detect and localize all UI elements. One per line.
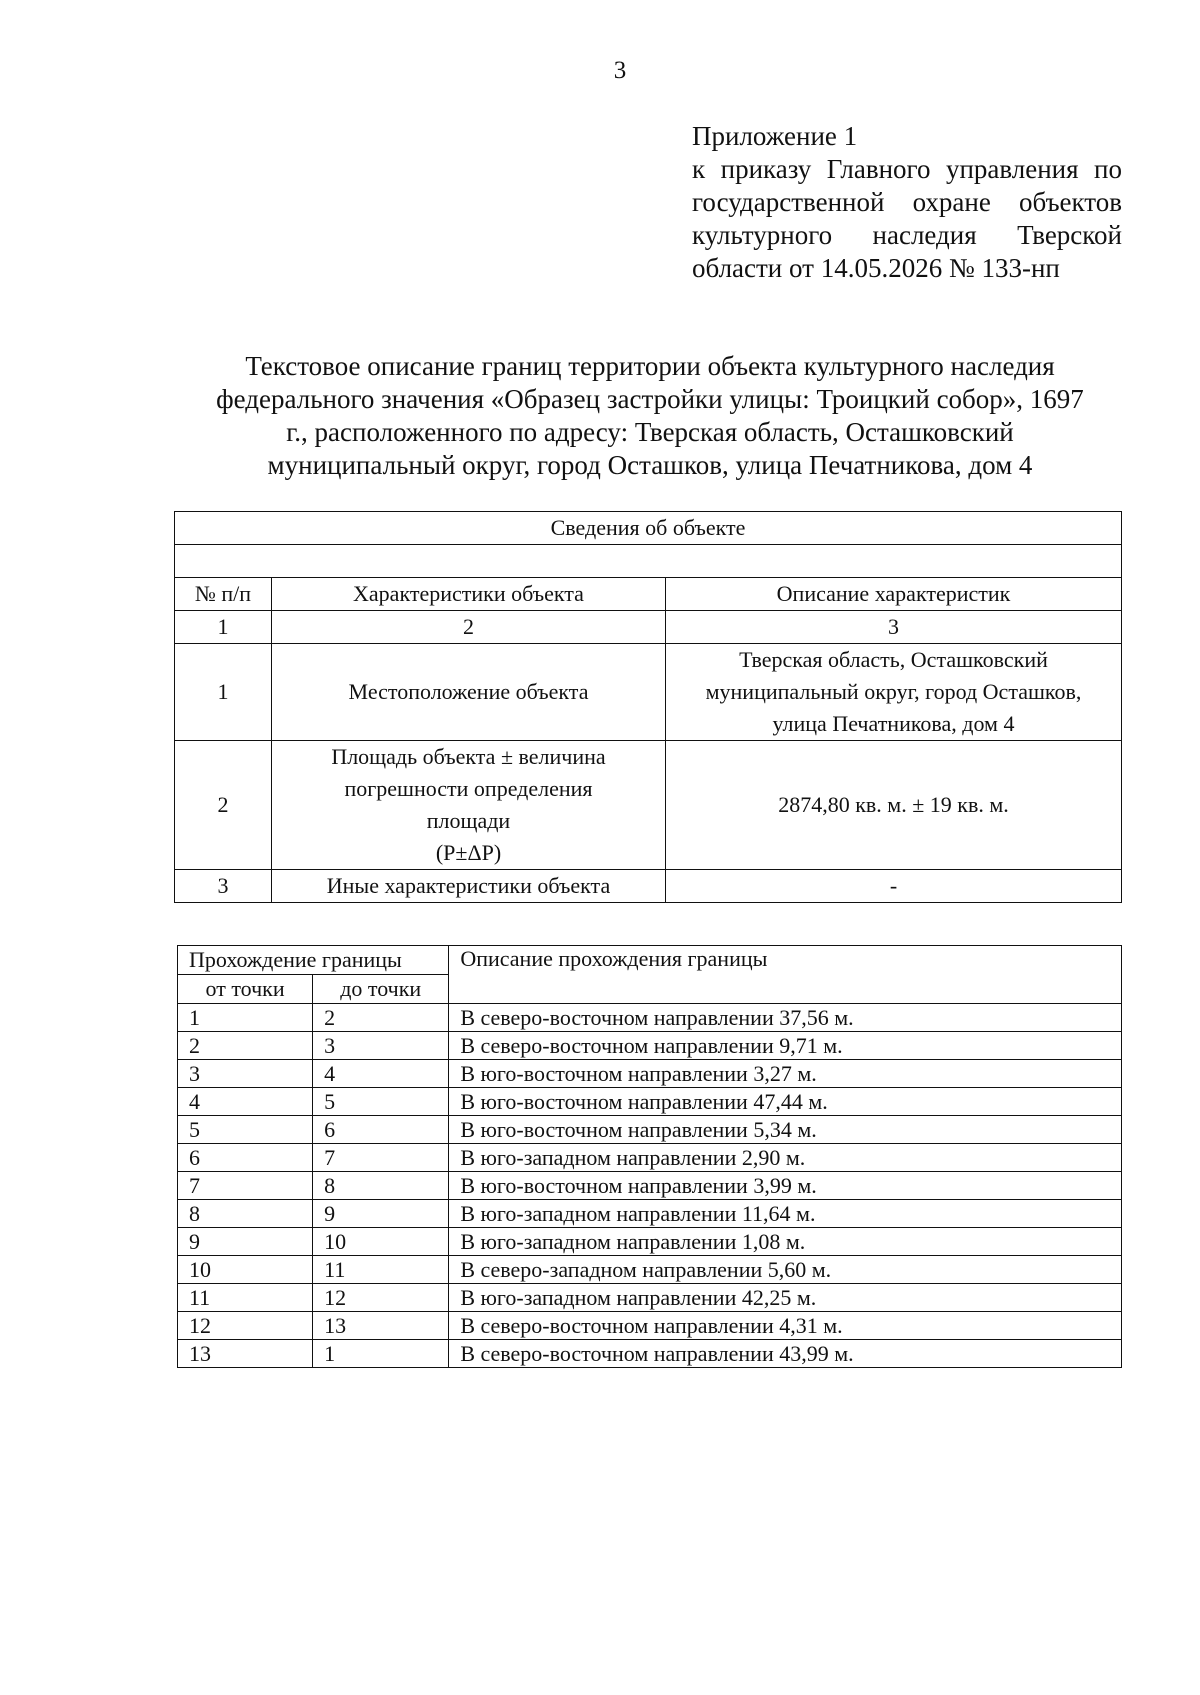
appendix-line-3: государственной охране объектов xyxy=(692,187,1122,217)
appendix-header xyxy=(692,120,1122,285)
to-point-cell: 12 xyxy=(313,1284,449,1312)
document-title xyxy=(170,350,1130,482)
to-point-cell: 9 xyxy=(313,1200,449,1228)
table-row xyxy=(178,1256,1122,1284)
header-boundary-passage: Прохождение границы xyxy=(178,946,449,975)
description-cell: В северо-восточном направлении 4,31 м. xyxy=(449,1312,1122,1340)
from-point-cell: 5 xyxy=(178,1116,313,1144)
cell-line: муниципальный округ, город Осташков, xyxy=(705,679,1082,704)
row-characteristic xyxy=(272,741,666,870)
row-number: 1 xyxy=(175,644,272,741)
table-row xyxy=(178,1284,1122,1312)
description-cell: В северо-западном направлении 5,60 м. xyxy=(449,1256,1122,1284)
row-characteristic xyxy=(272,870,666,903)
title-line-3: г., расположенного по адресу: Тверская область, Осташковский xyxy=(286,417,1014,447)
appendix-line-4: культурного наследия Тверской xyxy=(692,220,1122,250)
cell-line: 2874,80 кв. м. ± 19 кв. м. xyxy=(778,792,1009,817)
table-row xyxy=(178,1200,1122,1228)
table-row xyxy=(178,1340,1122,1368)
to-point-cell: 3 xyxy=(313,1032,449,1060)
appendix-line-2: к приказу Главного управления по xyxy=(692,154,1122,184)
cell-line: Местоположение объекта xyxy=(348,679,589,704)
cell-line: Иные характеристики объекта xyxy=(326,873,611,898)
from-point-cell: 6 xyxy=(178,1144,313,1172)
to-point-cell: 8 xyxy=(313,1172,449,1200)
description-cell: В северо-восточном направлении 9,71 м. xyxy=(449,1032,1122,1060)
from-point-cell: 11 xyxy=(178,1284,313,1312)
from-point-cell: 10 xyxy=(178,1256,313,1284)
from-point-cell: 3 xyxy=(178,1060,313,1088)
page-number: 3 xyxy=(613,57,627,84)
table-row xyxy=(175,741,1122,870)
table-row xyxy=(178,1004,1122,1032)
table-row xyxy=(175,870,1122,903)
table-caption: Сведения об объекте xyxy=(175,512,1122,545)
table-row xyxy=(178,1228,1122,1256)
title-line-4: муниципальный округ, город Осташков, улица Печатникова, дом 4 xyxy=(267,450,1033,480)
column-number-3: 3 xyxy=(666,611,1122,644)
description-cell: В северо-восточном направлении 37,56 м. xyxy=(449,1004,1122,1032)
row-number: 2 xyxy=(175,741,272,870)
to-point-cell: 1 xyxy=(313,1340,449,1368)
table-header-row xyxy=(175,578,1122,611)
description-cell: В юго-западном направлении 11,64 м. xyxy=(449,1200,1122,1228)
header-characteristic: Характеристики объекта xyxy=(272,578,666,611)
table-row xyxy=(178,1144,1122,1172)
title-line-2: федерального значения «Образец застройки улицы: Троицкий собор», 1697 xyxy=(216,384,1084,414)
table-spacer-row xyxy=(175,545,1122,578)
description-cell: В юго-восточном направлении 47,44 м. xyxy=(449,1088,1122,1116)
header-boundary-description: Описание прохождения границы xyxy=(449,946,1122,1004)
column-numbers-row xyxy=(175,611,1122,644)
description-cell: В юго-западном направлении 1,08 м. xyxy=(449,1228,1122,1256)
row-description xyxy=(666,644,1122,741)
cell-line: - xyxy=(889,873,898,898)
from-point-cell: 13 xyxy=(178,1340,313,1368)
row-description xyxy=(666,870,1122,903)
from-point-cell: 12 xyxy=(178,1312,313,1340)
header-description: Описание характеристик xyxy=(666,578,1122,611)
from-point-cell: 7 xyxy=(178,1172,313,1200)
cell-line: улица Печатникова, дом 4 xyxy=(772,711,1015,736)
header-from-point: от точки xyxy=(178,975,313,1004)
boundary-header-row xyxy=(178,946,1122,975)
table-row xyxy=(178,1312,1122,1340)
from-point-cell: 8 xyxy=(178,1200,313,1228)
to-point-cell: 4 xyxy=(313,1060,449,1088)
appendix-line-1: Приложение 1 xyxy=(692,121,858,151)
table-row xyxy=(178,1116,1122,1144)
cell-line: погрешности определения xyxy=(344,776,593,801)
table-row xyxy=(178,1172,1122,1200)
table-row xyxy=(178,1060,1122,1088)
to-point-cell: 5 xyxy=(313,1088,449,1116)
empty-cell xyxy=(175,545,1122,578)
boundary-table xyxy=(177,945,1122,1368)
cell-line: (P±ΔP) xyxy=(435,840,502,865)
description-cell: В юго-восточном направлении 3,27 м. xyxy=(449,1060,1122,1088)
cell-line: Площадь объекта ± величина xyxy=(331,744,606,769)
cell-line: площади xyxy=(426,808,511,833)
table-caption-row xyxy=(175,512,1122,545)
object-info-table xyxy=(174,511,1122,903)
cell-line: Тверская область, Осташковский xyxy=(739,647,1048,672)
to-point-cell: 7 xyxy=(313,1144,449,1172)
row-characteristic xyxy=(272,644,666,741)
description-cell: В юго-западном направлении 2,90 м. xyxy=(449,1144,1122,1172)
to-point-cell: 10 xyxy=(313,1228,449,1256)
row-description xyxy=(666,741,1122,870)
from-point-cell: 9 xyxy=(178,1228,313,1256)
boundary-rows xyxy=(178,1004,1122,1368)
appendix-line-5: области от 14.05.2026 № 133-нп xyxy=(692,253,1060,283)
from-point-cell: 2 xyxy=(178,1032,313,1060)
from-point-cell: 4 xyxy=(178,1088,313,1116)
description-cell: В юго-восточном направлении 5,34 м. xyxy=(449,1116,1122,1144)
table-row xyxy=(175,644,1122,741)
from-point-cell: 1 xyxy=(178,1004,313,1032)
table-row xyxy=(178,1032,1122,1060)
row-number: 3 xyxy=(175,870,272,903)
title-line-1: Текстовое описание границ территории объекта культурного наследия xyxy=(245,351,1055,381)
header-number: № п/п xyxy=(175,578,272,611)
column-number-1: 1 xyxy=(175,611,272,644)
to-point-cell: 13 xyxy=(313,1312,449,1340)
to-point-cell: 11 xyxy=(313,1256,449,1284)
description-cell: В юго-восточном направлении 3,99 м. xyxy=(449,1172,1122,1200)
to-point-cell: 2 xyxy=(313,1004,449,1032)
description-cell: В северо-восточном направлении 43,99 м. xyxy=(449,1340,1122,1368)
table-row xyxy=(178,1088,1122,1116)
header-to-point: до точки xyxy=(313,975,449,1004)
to-point-cell: 6 xyxy=(313,1116,449,1144)
description-cell: В юго-западном направлении 42,25 м. xyxy=(449,1284,1122,1312)
column-number-2: 2 xyxy=(272,611,666,644)
